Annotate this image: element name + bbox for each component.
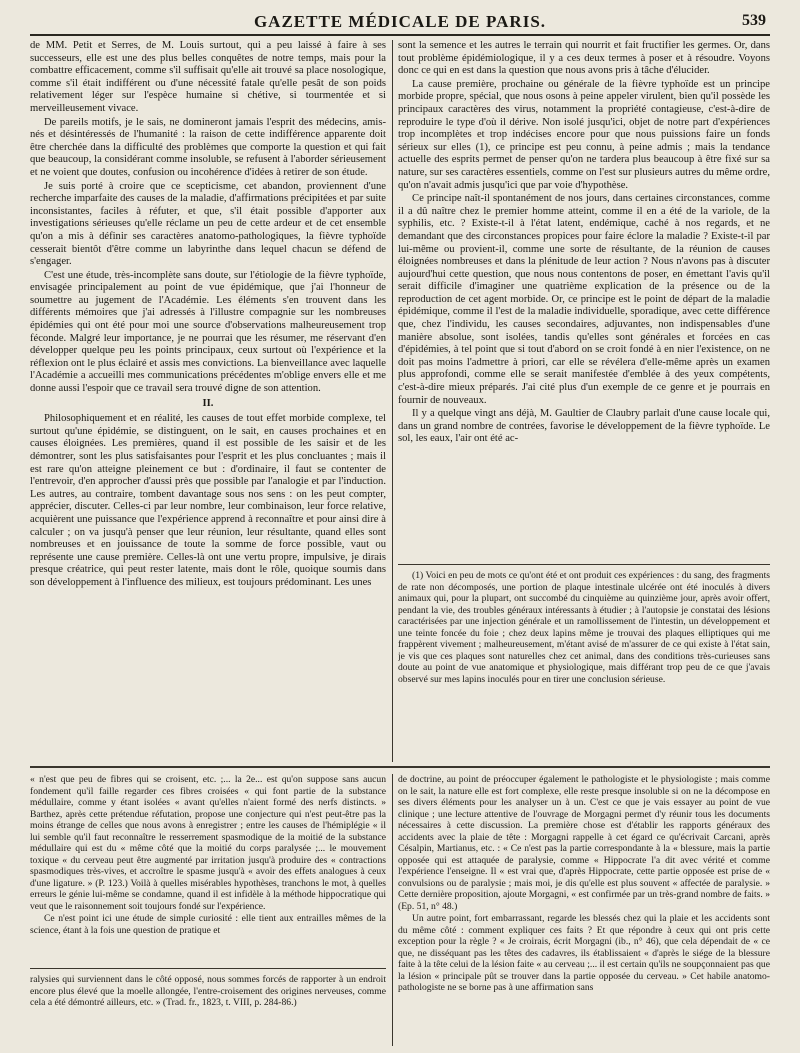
- right-column-footnote: [398, 570, 770, 762]
- page-header: [30, 10, 770, 36]
- paragraph: de doctrine, au point de préoccuper également le pathologiste et le physiologiste ; mais comme on le sait, la nature elle est fort complexe, elle reste presque insoluble si on ne la décompose en ses divers éléments pour les analyser un à un. C'est ce que je vais essayer au point de vue clinique ; une lecture attentive de l'ouvrage de Morgagni permet d'y réunir tous les documents nécessaires à cette discussion. La première chose est d'établir les rapports généraux des accidents avec la plaie de tête : Morgagni rappelle à cet égard ce qu'écrivait Carcani, après Césalpin, Martianus, etc. : « Ce n'est pas la partie correspondante à la « blessure, mais la partie opposée qui est attaquée de paralysie, comme « Hippocrate l'a dit avec vérité et comme l'expérience l'enseigne. Il « est vrai que, d'après Hippocrate, cette partie opposée est prise de « convulsions ou de paralysie ; mais moi, je dis qu'elle est plus souvent « affectée de paralysie. » Cette dernière proposition, ajoute Morgagni, « est confirmée par un très-grand nombre de faits. » (Ep. 51, n° 48.): [398, 774, 770, 912]
- column-divider: [392, 40, 393, 762]
- paragraph: De pareils motifs, je le sais, ne domineront jamais l'esprit des médecins, amis-nés et désintéressés de l'humanité : la raison de cette indifférence apparente doit être cherchée dans la difficulté des problèmes que comporte la question et qui fait que beaucoup, la considérant comme insoluble, se refusent à l'aborder sérieusement et ne voient que doutes, confusion ou incohérence d'idées à retirer de son étude.: [30, 116, 386, 178]
- column-divider: [392, 774, 393, 1046]
- paragraph: Je suis porté à croire que ce scepticisme, cet abandon, proviennent d'une recherche imparfaite des causes de la maladie, d'affirmations précipitées et par suite inconsistantes, faciles à réfuter, et que, s'il était possible d'apporter aux investigations sérieuses qu'elle réclame un peu de cette ardeur et de cet ensemble qu'on a mis à définir ses caractères anatomo-pathologiques, la fièvre typhoïde cesserait bientôt d'être comme un labyrinthe dans lequel chacun se défend de s'engager.: [30, 180, 386, 268]
- paragraph: La cause première, prochaine ou générale de la fièvre typhoïde est un principe morbide propre, spécial, que nous osons à peine appeler virulent, bien qu'il possède les principaux caractères des virus, notamment la propriété contagieuse, c'est-à-dire de reproduire le type d'où il dérive. Non isolé jusqu'ici, objet de notre part d'expériences trop incomplètes et trop indécises encore pour que nous puissions faire un fonds sérieux sur elles (1), ce principe est peu connu, à peine admis ; mais la tendance actuelle des esprits permet de penser qu'on ne tardera plus beaucoup à être fixé sur sa nature, sur ses caractères essentiels, comme on l'est sur plusieurs autres du même ordre, qu'on n'avait admis jusqu'ici que par voie d'hypothèse.: [398, 78, 770, 191]
- section-divider: [30, 766, 770, 768]
- journal-title: GAZETTE MÉDICALE DE PARIS.: [253, 12, 547, 31]
- bottom-left-column: [30, 774, 386, 964]
- paragraph: Il y a quelque vingt ans déjà, M. Gaultier de Claubry parlait d'une cause locale qui, dans un grand nombre de contrées, favorise le développement de la fièvre typhoïde. Le sol, les eaux, l'air ont été ac-: [398, 408, 770, 445]
- bottom-left-footnote: [30, 974, 386, 1046]
- paragraph: Ce principe naît-il spontanément de nos jours, dans certaines circonstances, comme il a dû naître chez le premier homme atteint, comme il en a été de la variole, de la syphilis, etc. ? Existe-t-il à l'état latent, endémique, caché à nos regards, et ne demandant que des circonstances propices pour faire éclore la maladie ? Existe-t-il par lui-même ou provient-il, comme une sorte de résultante, de la réunion de causes éloignées nombreuses et dans la plénitude de leur action ? Nous n'avons pas à discuter aujourd'hui cette question, que nous nous contentons de poser, en émettant l'avis qu'il serait difficile d'imaginer une quatrième explication de la présence ou de la reproduction de cet agent morbide. Or, ce principe est le point de départ de la maladie épidémique, comme il l'est de la maladie individuelle, sporadique, avec cette différence que, chez l'individu, les causes secondaires, adjuvantes, non indispensables d'une manière absolue, sont isolées, tandis qu'elles sont générales et forcées en cas d'épidémies, à tel point que si tout d'abord on se croit fondé à en nier l'existence, on ne doit pas moins l'admettre à priori, car elle se révélera d'elle-même après un examen plus approfondi, comme elle se serait manifestée d'emblée à des yeux compétents, c'est-à-dire mieux préparés. J'ai cité plus d'un exemple de ce genre et je pourrais en fournir de nouveaux.: [398, 193, 770, 406]
- paragraph: « n'est que peu de fibres qui se croisent, etc. ;... la 2e... est qu'on suppose sans aucun fondement qu'il faille regarder ces fibres croisées « qui font partie de la substance médullaire, comme y étant isolées « avant qu'elles n'aient formé des nerfs distincts. » Barthez, après cette prétendue réfutation, propose une conjecture qui n'est peut-être pas la moins étrange de celles que nous avons à enregistrer ; entre les causes de l'hémiplégie « il lui semble qu'il faut reconnaître le resserrement spasmodique de la moitié de la substance médullaire qui est du « même côté que la moitié du corps paralysée ;... le mouvement toxique « du cerveau peut être augmenté par irritation jusqu'à produire des « contractions spasmodiques très-vives, et accroître le spasme jusqu'à « avoir des effets analogues à ceux d'une ligature. » (P. 123.) Voilà à quelles misérables hypothèses, tranchons le mot, à quelles erreurs le génie lui-même se condamne, quand il est infidèle à la méthode hippocratique qui veut que le raisonnement soit toujours fondé sur l'expérience.: [30, 774, 386, 912]
- section-heading: II.: [202, 397, 214, 409]
- footnote-divider: [30, 968, 386, 969]
- paragraph: de MM. Petit et Serres, de M. Louis surtout, qui a peu laissé à faire à ses successeurs, elle est une des plus belles conquêtes de notre temps, mais pour la combattre efficacement, comme s'il suffisait qu'elle ait trouvé sa place nosologique, comme s'il était indifférent ou d'une nécessité fatale qu'elle pesât de son poids relativement léger sur l'espèce humaine si chétive, si tourmentée et si merveilleusement vivace.: [30, 40, 386, 114]
- bottom-right-column: [398, 774, 770, 1046]
- page-number: 539: [742, 12, 766, 29]
- footnote: ralysies qui surviennent dans le côté opposé, nous sommes forcés de rapporter à un endroit encore plus élevé que la moelle allongée, l'entre-croisement des origines nerveuses, comme cela a été démontré ailleurs, etc. » (Trad. fr., 1823, t. VIII, p. 284-86.): [30, 974, 386, 1008]
- footnote-divider: [398, 564, 770, 565]
- paragraph: Philosophiquement et en réalité, les causes de tout effet morbide complexe, tel surtout qu'une épidémie, se distinguent, on le sait, en causes prochaines et en causes éloignées. Les premières, quand il est possible de les saisir et de les démontrer, sont les plus satisfaisantes pour l'esprit et les plus concluantes ; mais il est rare qu'on atteigne pleinement ce but : d'ordinaire, il faut se contenter de l'entrevoir, d'en approcher d'aussi près que possible par l'analogie et par l'induction. Les autres, au contraire, tombent davantage sous nos sens : on les peut compter, apprécier, discuter. Celles-ci par leur nombre, leur combinaison, leur force relative, acquièrent une puissance que l'expérience apprend à reconnaître et pour ainsi dire à calculer ; on va jusqu'à penser que leur réunion, leur résultante, quand elles sont nombreuses et en jouissance de toute la somme de force possible, vaut ou représente une cause première. Celles-là ont une vertu propre, impulsive, je dirais presque créatrice, qui peut rester latente, mais dont le rôle, quoique soumis dans son développement à l'influence des milieux, est toujours prédominant. Les unes: [30, 413, 386, 588]
- paragraph: sont la semence et les autres le terrain qui nourrit et fait fructifier les germes. Or, dans tout problème épidémiologique, il y a ces deux termes à poser et à résoudre. Voyons donc ce qui en est dans la question que nous avons pris à tâche d'élucider.: [398, 40, 770, 77]
- paragraph: Un autre point, fort embarrassant, regarde les blessés chez qui la plaie et les accidents sont du même côté : comment expliquer ces faits ? Et que répondre à ceux qui ont pris cette exception pour la règle ? « Je croirais, écrit Morgagni (ib., n° 46), que cela dépendait de « ce que, ne disséquant pas les têtes des cadavres, ils établissaient « d'après le siége de la blessure faite à la tête celui de la lésion faite « au cerveau ;... il est certain qu'ils ne soupçonnaient pas que la lésion « principale pût se trouver dans la partie opposée du cerveau. » Cet habile anatomo-pathologiste ne se borne pas à une affirmation sans: [398, 913, 770, 993]
- left-column: [30, 40, 386, 760]
- paragraph: C'est une étude, très-incomplète sans doute, sur l'étiologie de la fièvre typhoïde, envisagée principalement au point de vue épidémique, que j'ai l'honneur de soumettre au jugement de l'Académie. Les éléments s'en trouvent dans les différents mémoires que j'ai adressés à l'illustre compagnie sur les nombreuses épidémies qui ont été pour moi une source d'observations malheureusement trop féconde. Malgré leur importance, je ne pourrai que les résumer, me réservant d'en développer quelque peu les points principaux, ceux surtout où l'expérience et la réflexion ont le plus éclairé et assis mes convictions. La bienveillance avec laquelle l'Académie a accueilli mes communications précédentes m'oblige envers elle et me donne aussi l'espoir que ce travail sera trouvé digne de son attention.: [30, 269, 386, 395]
- paragraph: Ce n'est point ici une étude de simple curiosité : elle tient aux entrailles mêmes de la science, étant à la fois une question de pratique et: [30, 913, 386, 936]
- footnote: (1) Voici en peu de mots ce qu'ont été et ont produit ces expériences : du sang, des fragments de rate non décomposés, une portion de plaque intestinale ulcérée ont été inoculés à divers animaux qui, pour la plupart, ont succombé du cinquième au quinzième jour, après avoir offert, pendant la vie, des troubles généraux intéressants à étudier ; à l'autopsie je constatai des lésions caractérisées par une injection générale et un ramollissement de l'intestin, un développement et une teinte foncée du foie ; chez deux lapins même je trouvai des plaques elliptiques qui me frappèrent vivement ; malheureusement, m'étant avisé de m'assurer de ce qui existe à l'état sain, je vis que ces plaques sont naturelles chez cet animal, dans des conditions très-curieuses sans doute au point de vue anatomique et physiologique, mais différant trop peu de ce que j'avais observé sur mes lapins inoculés pour en tirer une conclusion sérieuse.: [398, 570, 770, 685]
- right-column: [398, 40, 770, 560]
